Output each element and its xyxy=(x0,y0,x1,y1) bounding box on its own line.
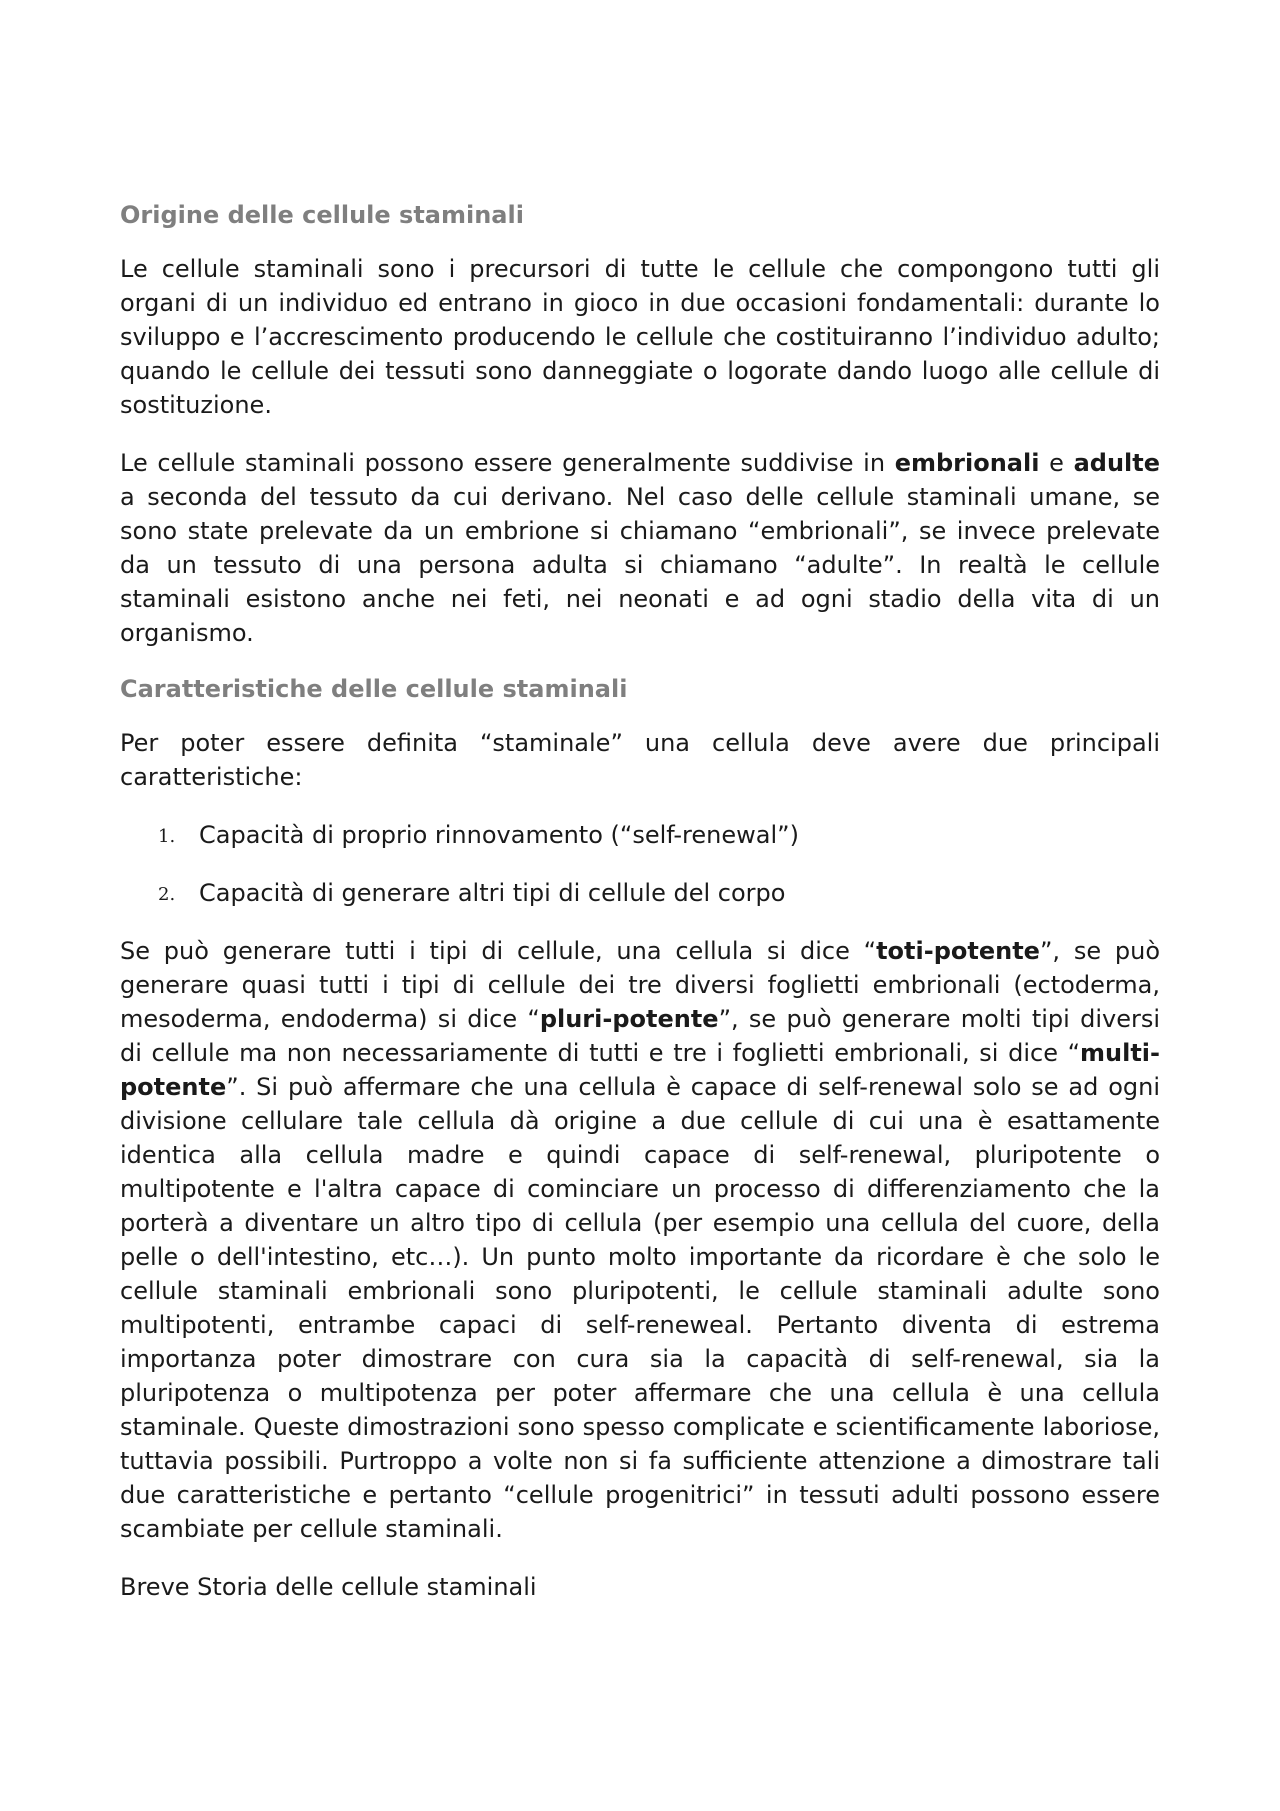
text-run: ”, se può generare quasi tutti i tipi di cellule dei tre diversi foglietti embrionali (ectoderma, mesoderma, endoderma) si dice “ xyxy=(120,937,1161,1033)
bold-adulte: adulte xyxy=(1073,449,1160,477)
bold-pluri-potente: pluri-potente xyxy=(539,1005,719,1033)
characteristics-list xyxy=(120,818,1160,910)
text-run: ”. Si può affermare che una cellula è capace di self-renewal solo se ad ogni divisione cellulare tale cellula dà origine a due cellule di cui una è esattamente identica alla cellula madre e quindi capace di self-renewal, pluripotente o multipotente e l'altra capace di cominciare un processo di differenziamento che la porterà a diventare un altro tipo di cellula (per esempio una cellula del cuore, della pelle o dell'intestino, etc…). Un punto molto importante da ricordare è che solo le cellule staminali embrionali sono pluripotenti, le cellule staminali adulte sono multipotenti, entrambe capaci di self-reneweal. Pertanto diventa di estrema importanza poter dimostrare con cura sia la capacità di self-renewal, sia la pluripotenza o multipotenza per poter affermare che una cellula è una cellula staminale. Queste dimostrazioni sono spesso complicate e scientificamente laboriose, tuttavia possibili. Purtroppo a volte non si fa sufficiente attenzione a dimostrare tali due caratteristiche e pertanto “cellule progenitrici” in tessuti adulti possono essere scambiate per cellule staminali. xyxy=(120,1073,1160,1543)
heading-origine: Origine delle cellule staminali xyxy=(120,201,524,229)
heading-breve-storia: Breve Storia delle cellule staminali xyxy=(120,1573,537,1601)
text-run: e xyxy=(1039,449,1074,477)
paragraph-origine-2 xyxy=(120,446,1160,650)
paragraph-caratteristiche-intro: Per poter essere definita “staminale” una cellula deve avere due principali caratteristiche: xyxy=(120,729,1160,791)
heading-caratteristiche: Caratteristiche delle cellule staminali xyxy=(120,675,628,703)
bold-toti-potente: toti-potente xyxy=(876,937,1040,965)
list-number: 2. xyxy=(158,884,176,905)
list-item xyxy=(120,876,1160,910)
list-number: 1. xyxy=(158,826,176,847)
paragraph-origine-1: Le cellule staminali sono i precursori di tutte le cellule che compongono tutti gli organi di un individuo ed entrano in gioco in due occasioni fondamentali: durante lo sviluppo e l’accrescimento producendo le cellule che costituiranno l’individuo adulto; quando le cellule dei tessuti sono danneggiate o logorate dando luogo alle cellule di sostituzione. xyxy=(120,255,1160,419)
list-item-text: Capacità di generare altri tipi di cellule del corpo xyxy=(199,879,786,907)
text-run: a seconda del tessuto da cui derivano. Nel caso delle cellule staminali umane, se sono state prelevate da un embrione si chiamano “embrionali”, se invece prelevate da un tessuto di una persona adulta si chiamano “adulte”. In realtà le cellule staminali esistono anche nei feti, nei neonati e ad ogni stadio della vita di un organismo. xyxy=(120,483,1160,647)
text-run: Le cellule staminali possono essere generalmente suddivise in xyxy=(120,449,895,477)
bold-multi-potente: multi-potente xyxy=(120,1039,1160,1101)
paragraph-potenza xyxy=(120,934,1160,1546)
text-run: ”, se può generare molti tipi diversi di cellule ma non necessariamente di tutti e tre i foglietti embrionali, si dice “ xyxy=(120,1005,1160,1067)
list-item xyxy=(120,818,1160,852)
bold-embrionali: embrionali xyxy=(894,449,1040,477)
text-run: Se può generare tutti i tipi di cellule, una cellula si dice “ xyxy=(120,937,877,965)
list-item-text: Capacità di proprio rinnovamento (“self-renewal”) xyxy=(199,821,799,849)
